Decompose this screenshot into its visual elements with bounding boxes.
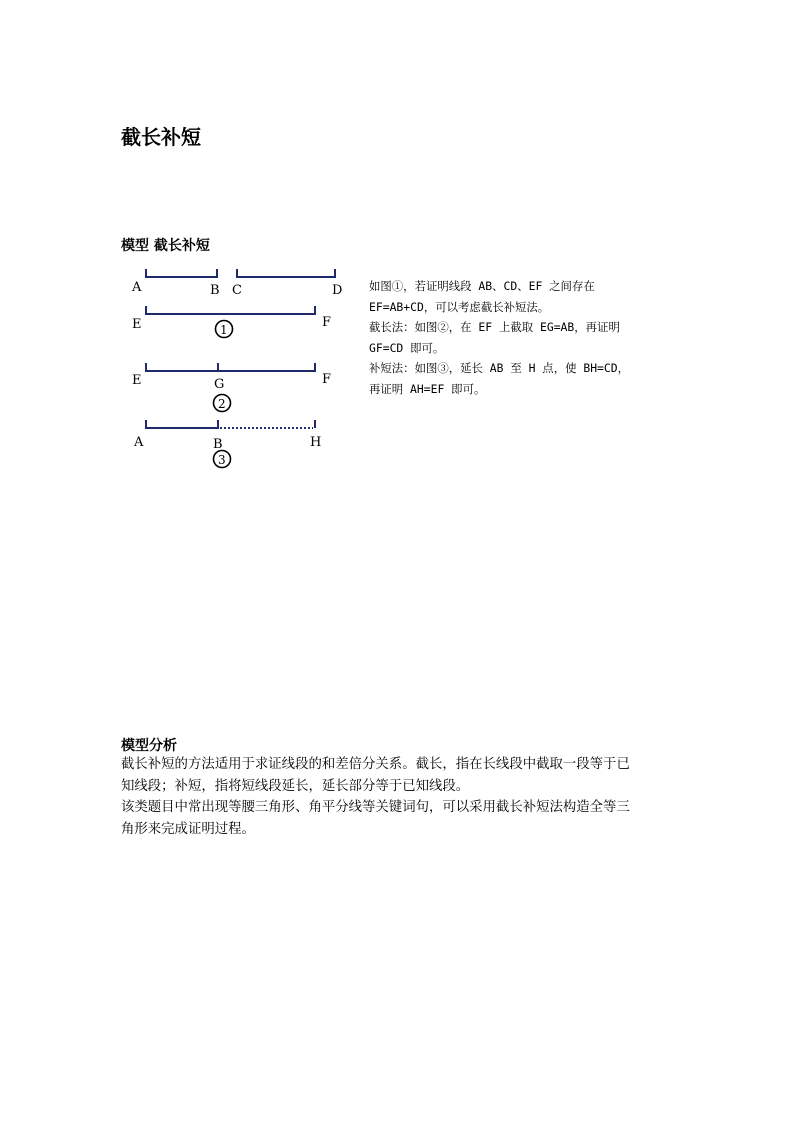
label-a: A — [132, 280, 142, 295]
description-line: 如图①，若证明线段 AB、CD、EF 之间存在 — [369, 279, 595, 293]
segment-ef-fig2 — [146, 363, 315, 371]
figure-number-1: 1 — [220, 323, 228, 337]
segment-diagrams — [128, 262, 360, 476]
figure-number-2: 2 — [218, 397, 226, 411]
label-a: A — [134, 435, 144, 450]
description-line: GF=CD 即可。 — [369, 340, 445, 355]
segment-ab — [146, 269, 217, 277]
analysis-body — [121, 754, 681, 840]
analysis-line: 该类题目中常出现等腰三角形、角平分线等关键词句，可以采用截长补短法构造全等三 — [121, 800, 630, 815]
label-e: E — [132, 317, 142, 332]
label-d: D — [332, 283, 343, 298]
label-e: E — [132, 373, 142, 388]
analysis-line: 截长补短的方法适用于求证线段的和差倍分关系。截长，指在长线段中截取一段等于已 — [121, 757, 630, 772]
label-b: B — [213, 437, 223, 452]
label-g: G — [214, 377, 225, 392]
label-h: H — [310, 435, 322, 450]
segment-ab-fig3 — [146, 420, 218, 428]
label-f: F — [322, 372, 332, 387]
description-line: EF=AB+CD，可以考虑截长补短法。 — [369, 299, 550, 314]
segment-ef-fig1 — [146, 306, 315, 314]
model-heading: 模型 截长补短 — [121, 238, 210, 254]
description-line: 再证明 AH=EF 即可。 — [369, 381, 486, 396]
analysis-heading: 模型分析 — [121, 738, 177, 754]
analysis-line: 角形来完成证明过程。 — [121, 821, 255, 837]
model-description — [369, 276, 687, 399]
description-line: 截长法：如图②，在 EF 上截取 EG=AB，再证明 — [369, 320, 620, 334]
figure-number-3: 3 — [218, 453, 226, 467]
label-f: F — [322, 315, 332, 330]
label-b: B — [210, 283, 220, 298]
description-line: 补短法：如图③，延长 AB 至 H 点，使 BH=CD， — [369, 361, 630, 375]
analysis-line: 知线段；补短，指将短线段延长，延长部分等于已知线段。 — [121, 778, 470, 794]
page-title: 截长补短 — [121, 125, 201, 149]
label-c: C — [232, 283, 242, 298]
segment-cd — [237, 269, 335, 277]
